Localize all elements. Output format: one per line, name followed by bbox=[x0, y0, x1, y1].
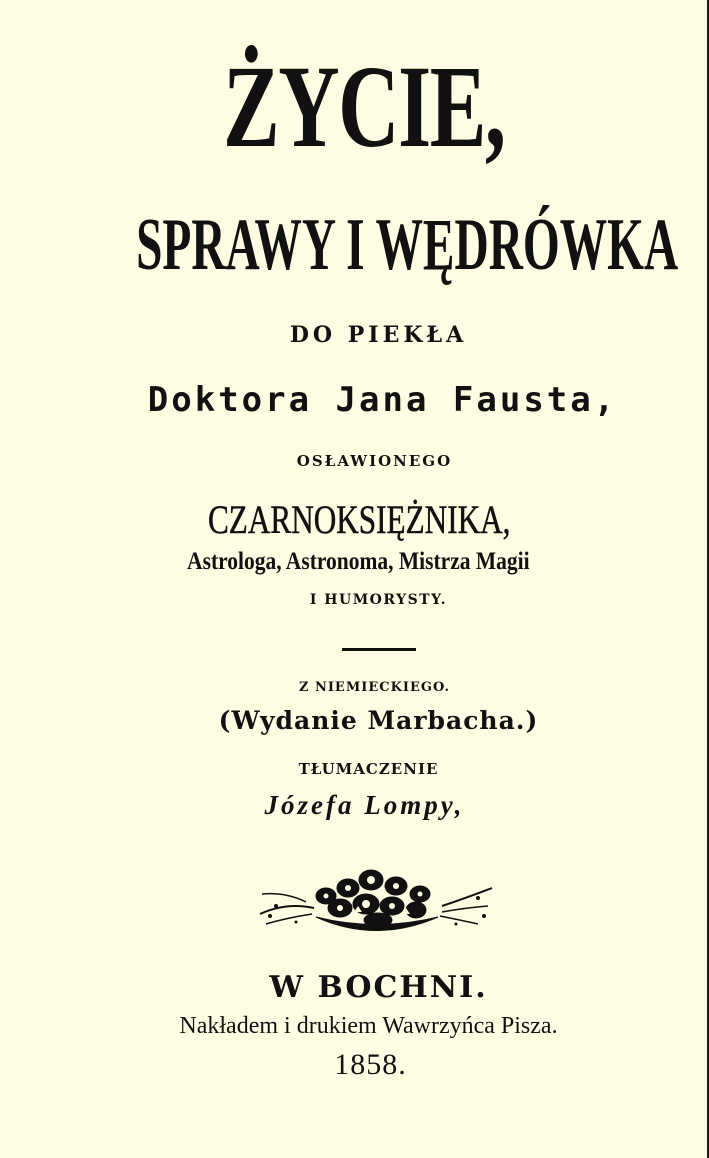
book-title: ŻYCIE, bbox=[223, 41, 505, 172]
oslawionego-line: OSŁAWIONEGO bbox=[296, 452, 453, 470]
czarnoksieznika-line: CZARNOKSIĘŻNIKA, bbox=[207, 497, 511, 542]
humorysty-line: I HUMORYSTY. bbox=[309, 592, 448, 608]
subject-name-line: Doktora Jana Fausta, bbox=[147, 380, 618, 420]
translator-name: Józefa Lompy, bbox=[264, 790, 465, 820]
translation-label: TŁUMACZENIE bbox=[298, 760, 439, 778]
edition-line: (Wydanie Marbacha.) bbox=[218, 706, 539, 735]
publication-year: 1858. bbox=[334, 1048, 407, 1081]
book-subtitle: SPRAWY I WĘDRÓWKA bbox=[136, 204, 679, 286]
publisher-line: Nakładem i drukiem Wawrzyńca Pisza. bbox=[179, 1013, 558, 1039]
z-niemieckiego-line: Z NIEMIECKIEGO. bbox=[298, 680, 451, 695]
floral-vignette-icon bbox=[256, 862, 496, 942]
astrologa-line: Astrologa, Astronoma, Mistrza Magii bbox=[187, 548, 530, 575]
divider-rule bbox=[342, 648, 416, 651]
do-piekla-line: DO PIEKŁA bbox=[289, 322, 468, 348]
place-of-publication: W BOCHNI. bbox=[269, 970, 488, 1005]
